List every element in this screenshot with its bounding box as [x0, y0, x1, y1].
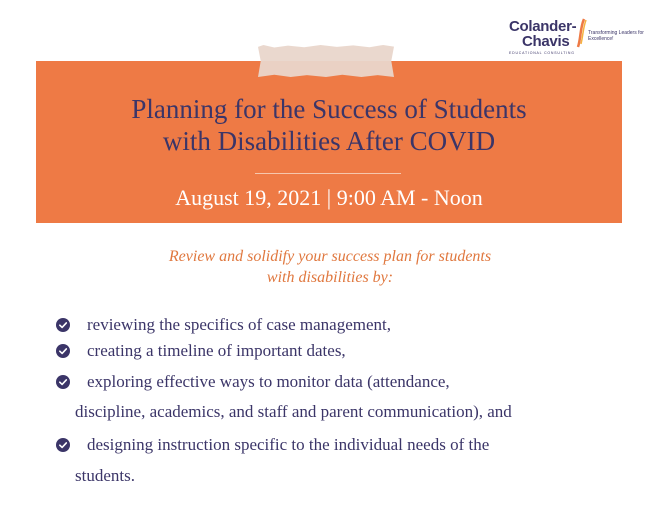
logo-line-1: Colander- — [509, 18, 577, 35]
company-logo — [506, 16, 646, 60]
title-banner — [36, 61, 622, 223]
bullet-continuation: students. — [75, 466, 135, 485]
decorative-tape — [258, 45, 394, 77]
title-divider — [255, 173, 401, 174]
logo-subtitle: EDUCATIONAL CONSULTING — [509, 51, 575, 55]
event-title-line-1: Planning for the Success of Students — [131, 94, 527, 124]
check-circle-icon — [56, 438, 70, 452]
event-title-line-2: with Disabilities After COVID — [162, 126, 496, 156]
check-circle-icon — [56, 375, 70, 389]
bullet-text: creating a timeline of important dates, — [87, 341, 346, 360]
logo-line-2: Chavis — [522, 33, 570, 50]
intro-line-1: Review and solidify your success plan for students — [168, 248, 492, 265]
check-circle-icon — [56, 344, 70, 358]
event-title — [36, 93, 622, 157]
logo-swoosh-icon — [576, 18, 588, 48]
bullet-continuation: discipline, academics, and staff and parent communication), and — [75, 402, 512, 421]
intro-line-2: with disabilities by: — [266, 269, 394, 286]
bullet-text: reviewing the specifics of case management, — [87, 315, 391, 334]
intro-text — [60, 246, 600, 288]
bullet-text: exploring effective ways to monitor data (attendance, — [87, 372, 450, 391]
check-circle-icon — [56, 318, 70, 332]
bullet-text: designing instruction specific to the individual needs of the — [87, 435, 490, 454]
logo-tagline: Transforming Leaders for Excellence! — [588, 30, 644, 42]
event-date: August 19, 2021 | 9:00 AM - Noon — [175, 185, 483, 210]
